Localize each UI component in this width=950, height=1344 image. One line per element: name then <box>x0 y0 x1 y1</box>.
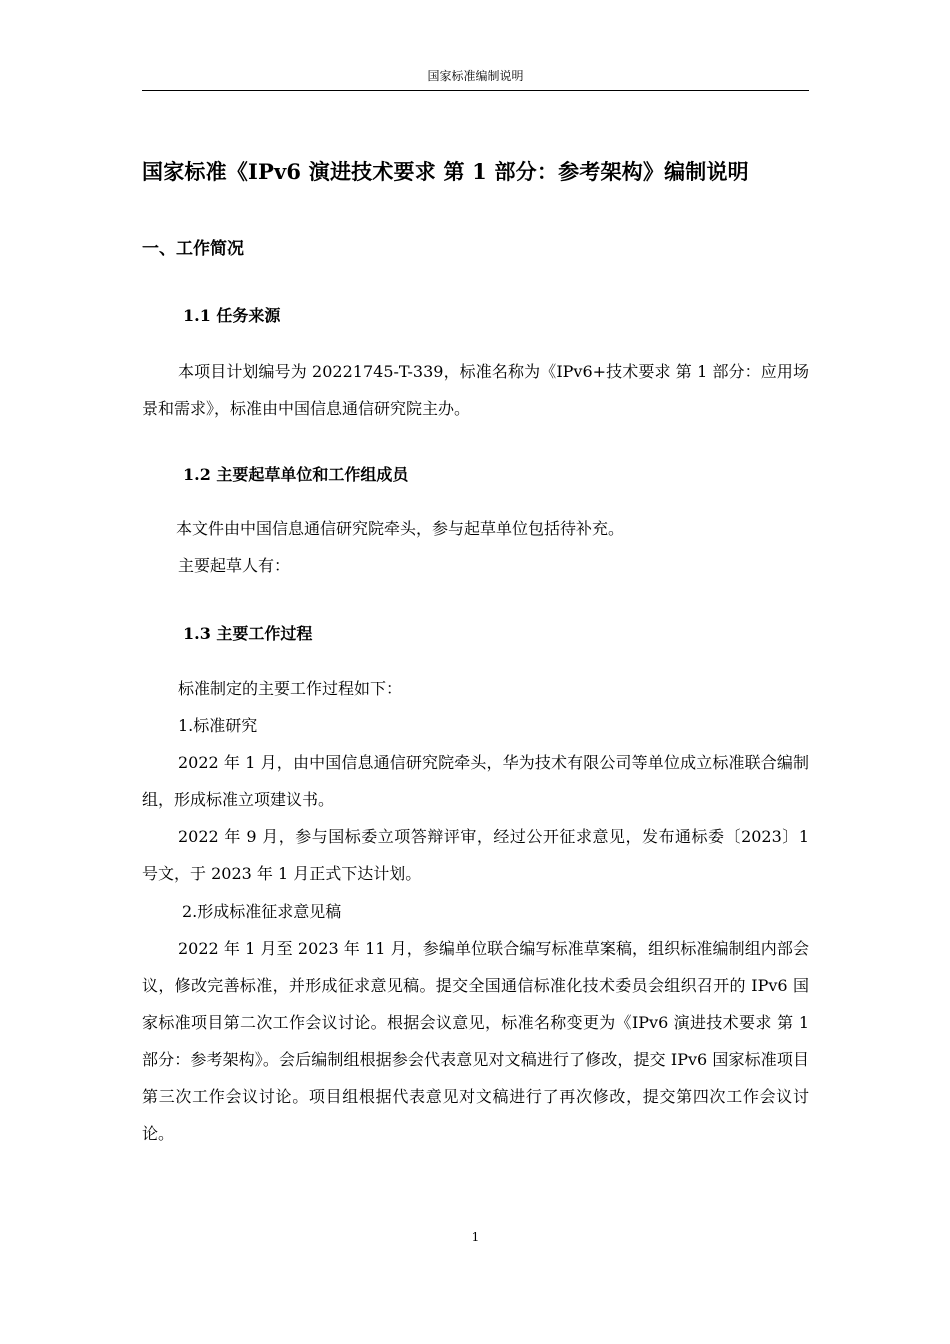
paragraph-process-step-3: 2022 年 1 月至 2023 年 11 月，参编单位联合编写标准草案稿，组织标准编制组内部会议，修改完善标准，并形成征求意见稿。提交全国通信标准化技术委员会组织召开的 IPv6 国家标准项目第二次工作会议讨论。根据会议意见，标准名称变更为《IPv6 演进技术要求 第 1 部分：参考架构》。会后编制组根据参会代表意见对文稿进行了修改，提交 IPv6 国家标准项目第三次工作会议讨论。项目组根据代表意见对文稿进行了再次修改，提交第四次工作会议讨论。 <box>142 939 809 1143</box>
section-heading-work-overview: 一、工作简况 <box>142 239 244 259</box>
subsection-heading-task-source: 1.1 任务来源 <box>183 306 281 325</box>
document-title: 国家标准《IPv6 演进技术要求 第 1 部分：参考架构》编制说明 <box>142 159 749 184</box>
subsection-heading-drafting-units: 1.2 主要起草单位和工作组成员 <box>183 465 409 484</box>
page-number: 1 <box>471 1230 480 1244</box>
header-text: 国家标准编制说明 <box>427 69 524 83</box>
paragraph-process-intro: 标准制定的主要工作过程如下： <box>178 679 403 698</box>
paragraph-process-step-1: 2022 年 1 月，由中国信息通信研究院牵头，华为技术有限公司等单位成立标准联合编制组，形成标准立项建议书。 <box>142 753 809 809</box>
page-header <box>142 62 809 91</box>
list-item-draft-for-comments: 2.形成标准征求意见稿 <box>182 902 342 921</box>
paragraph-process-step-2: 2022 年 9 月，参与国标委立项答辩评审，经过公开征求意见，发布通标委〔2023〕1 号文，于 2023 年 1 月正式下达计划。 <box>142 827 809 883</box>
paragraph-task-source: 本项目计划编号为 20221745-T-339，标准名称为《IPv6+技术要求 第 1 部分：应用场景和需求》，标准由中国信息通信研究院主办。 <box>142 362 809 418</box>
list-item-standard-research: 1.标准研究 <box>178 716 258 735</box>
paragraph-main-drafters: 主要起草人有： <box>178 556 291 575</box>
subsection-heading-work-process: 1.3 主要工作过程 <box>183 624 313 643</box>
paragraph-drafting-units: 本文件由中国信息通信研究院牵头，参与起草单位包括待补充。 <box>176 519 625 538</box>
